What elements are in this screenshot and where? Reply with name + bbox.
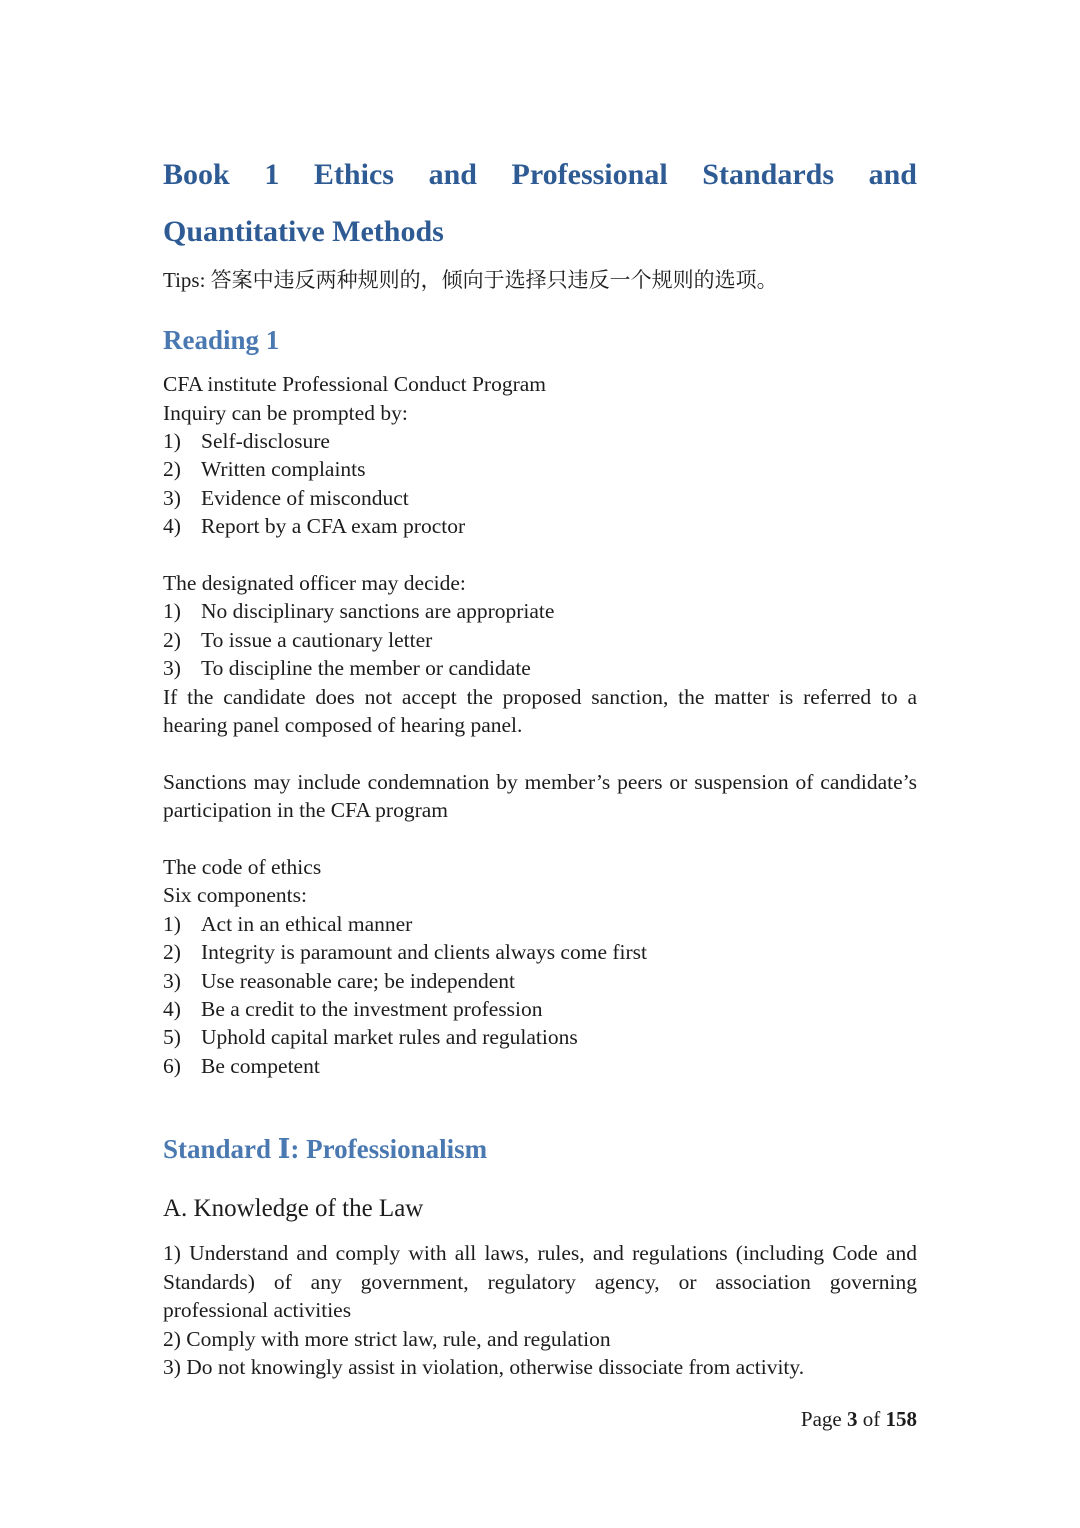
footer-total-pages: 158 bbox=[885, 1407, 917, 1432]
list-item-text: Self-disclosure bbox=[201, 429, 330, 453]
list-item bbox=[163, 455, 917, 483]
footer-of-label: of bbox=[857, 1407, 886, 1432]
list-item-number: 2) bbox=[163, 627, 181, 652]
footer-page-number: 3 bbox=[847, 1407, 858, 1432]
doc-title-line2: Quantitative Methods bbox=[163, 215, 444, 249]
doc-title bbox=[163, 160, 917, 247]
reading-1-heading: Reading 1 bbox=[163, 325, 280, 356]
list-item-number: 2) bbox=[163, 940, 181, 965]
list-item-number: 3) bbox=[163, 485, 181, 510]
list-item bbox=[163, 910, 917, 938]
tips-line: Tips: 答案中违反两种规则的，倾向于选择只违反一个规则的选项。 bbox=[163, 268, 778, 293]
list-item bbox=[163, 654, 917, 682]
list-item-text: Evidence of misconduct bbox=[201, 485, 409, 510]
list-item bbox=[163, 938, 917, 966]
knowledge-of-law-points bbox=[163, 1239, 917, 1381]
code-of-ethics-list bbox=[163, 910, 917, 1080]
list-item-number: 1) bbox=[163, 429, 181, 453]
list-item-number: 1) bbox=[163, 911, 181, 936]
list-item-number: 6) bbox=[163, 1053, 181, 1078]
list-item-text: Use reasonable care; be independent bbox=[201, 968, 515, 993]
sanctions-paragraph: Sanctions may include condemnation by member’s peers or suspension of candidate’s participation in the CFA program bbox=[163, 769, 917, 823]
doc-title-line1: Book 1 Ethics and Professional Standards and bbox=[163, 158, 917, 192]
point-paragraph: 3) Do not knowingly assist in violation, otherwise dissociate from activity. bbox=[163, 1354, 805, 1379]
point-paragraph: 2) Comply with more strict law, rule, and regulation bbox=[163, 1326, 611, 1351]
list-item bbox=[163, 484, 917, 512]
list-item-text: Be competent bbox=[201, 1053, 320, 1078]
list-item-text: Written complaints bbox=[201, 457, 366, 482]
list-item-text: To issue a cautionary letter bbox=[201, 627, 433, 652]
inquiry-lead-line: Inquiry can be prompted by: bbox=[163, 400, 408, 425]
officer-lead-line: The designated officer may decide: bbox=[163, 571, 466, 596]
list-item-number: 1) bbox=[163, 599, 181, 624]
list-item bbox=[163, 1023, 917, 1051]
list-item-text: No disciplinary sanctions are appropriate bbox=[201, 599, 555, 624]
list-item-number: 3) bbox=[163, 656, 181, 681]
conduct-program-line: CFA institute Professional Conduct Program bbox=[163, 372, 547, 397]
list-item-number: 2) bbox=[163, 457, 181, 482]
list-item bbox=[163, 1052, 917, 1080]
blank-line bbox=[163, 739, 917, 767]
list-item-number: 4) bbox=[163, 514, 181, 539]
footer-page-label: Page bbox=[800, 1407, 847, 1432]
blank-line bbox=[163, 825, 917, 853]
reading-1-body bbox=[163, 370, 917, 1080]
list-item bbox=[163, 967, 917, 995]
knowledge-of-law-subheading: A. Knowledge of the Law bbox=[163, 1195, 424, 1223]
list-item-text: Integrity is paramount and clients always come first bbox=[201, 940, 647, 965]
list-item-text: Be a credit to the investment profession bbox=[201, 997, 543, 1022]
list-item bbox=[163, 626, 917, 654]
list-item-number: 3) bbox=[163, 968, 181, 993]
list-item bbox=[163, 427, 917, 455]
point-paragraph: 1) Understand and comply with all laws, rules, and regulations (including Code and Standards) of any government, regulatory agency, or association governing professional activities bbox=[163, 1241, 917, 1323]
officer-note-paragraph: If the candidate does not accept the proposed sanction, the matter is referred to a hearing panel composed of hearing panel. bbox=[163, 684, 917, 738]
list-item-text: Uphold capital market rules and regulations bbox=[201, 1025, 578, 1050]
list-item-text: Report by a CFA exam proctor bbox=[201, 514, 466, 539]
standard-1-heading: Standard Ⅰ: Professionalism bbox=[163, 1134, 488, 1165]
six-components-line: Six components: bbox=[163, 883, 307, 908]
list-item bbox=[163, 597, 917, 625]
list-item bbox=[163, 512, 917, 540]
inquiry-list bbox=[163, 427, 917, 541]
blank-line bbox=[163, 541, 917, 569]
list-item-text: To discipline the member or candidate bbox=[201, 656, 531, 681]
list-item-number: 4) bbox=[163, 997, 181, 1022]
page-footer bbox=[163, 1406, 917, 1432]
list-item-number: 5) bbox=[163, 1025, 181, 1050]
list-item bbox=[163, 995, 917, 1023]
code-of-ethics-line: The code of ethics bbox=[163, 855, 322, 880]
officer-list bbox=[163, 597, 917, 682]
list-item-text: Act in an ethical manner bbox=[201, 911, 413, 936]
